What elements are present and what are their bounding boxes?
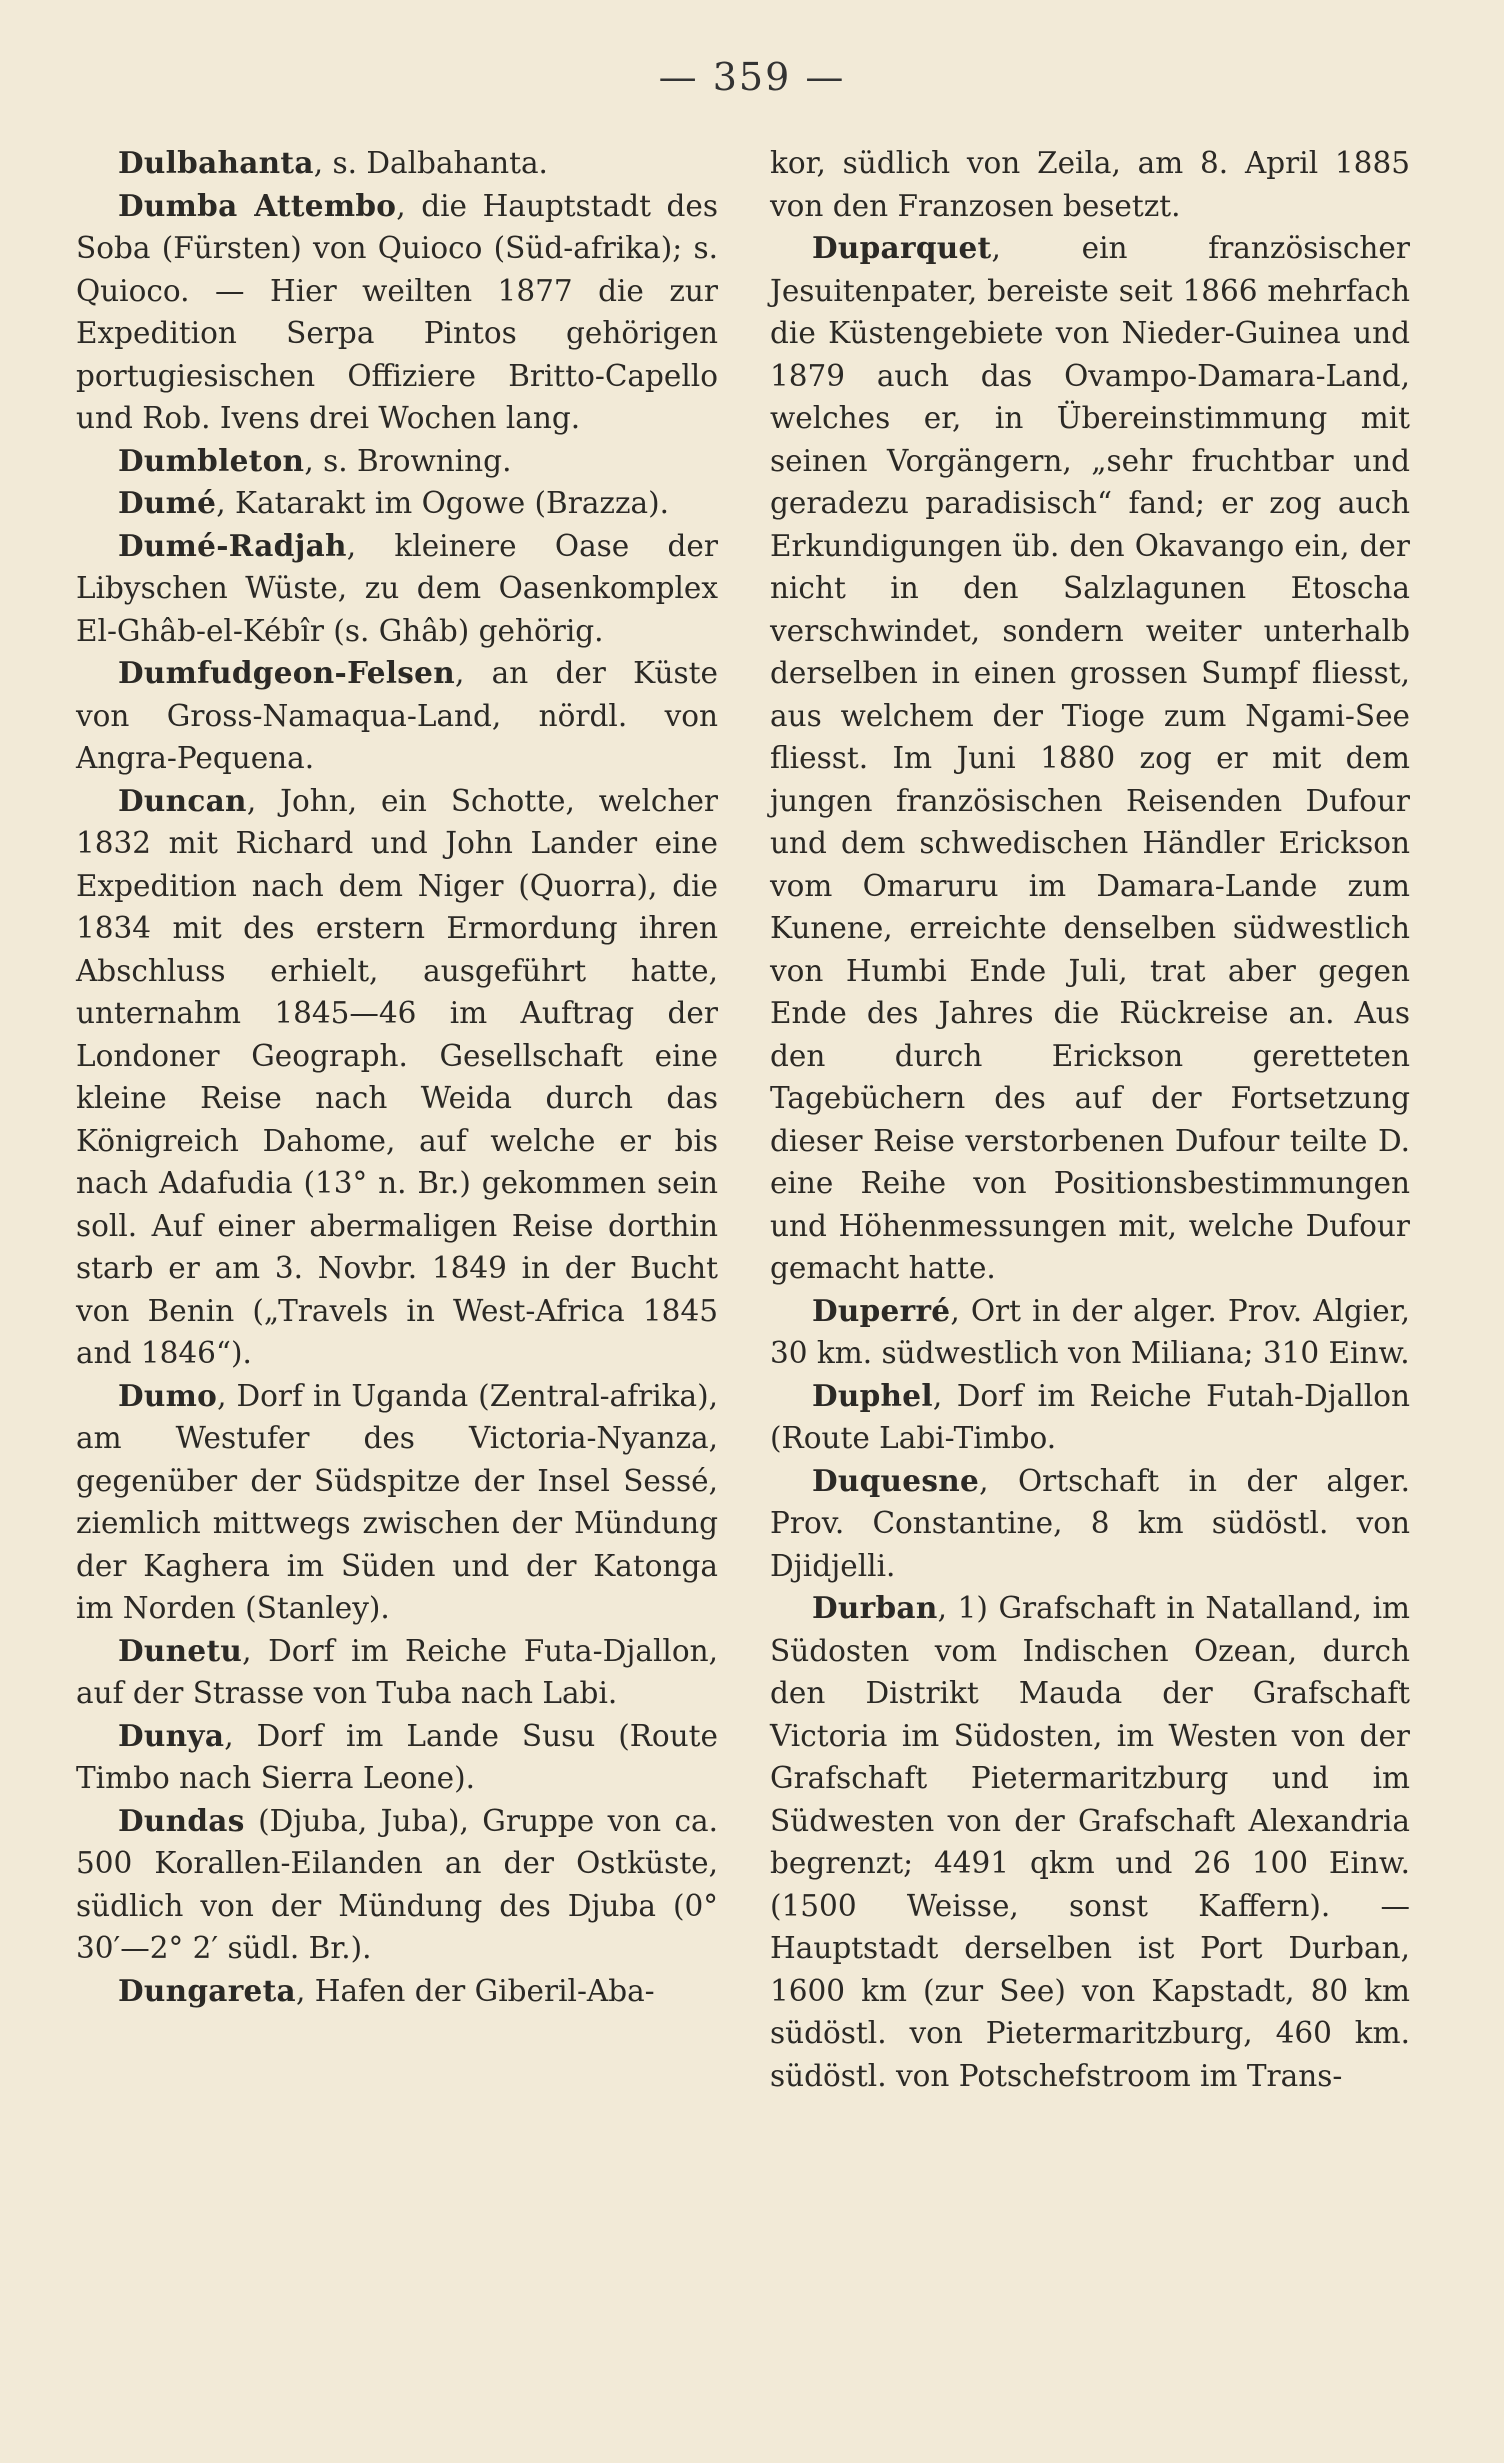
headword: Dumba Attembo bbox=[118, 187, 397, 223]
entry-continuation bbox=[770, 142, 1410, 227]
entry-text: kor, südlich von Zeila, am 8. April 1885 von den Franzosen besetzt. bbox=[770, 146, 1410, 223]
entry-text: , an der Küste von Gross-Namaqua-Land, nördl. von Angra-Pequena. bbox=[76, 656, 718, 775]
entry-text: , 1) Grafschaft in Natalland, im Südosten vom Indischen Ozean, durch den Distrikt Mauda der Grafschaft Victoria im Südosten, im Westen von der Grafschaft Pietermaritzburg und im Südwesten von der Grafschaft Alexandria begrenzt; 4491 qkm und 26 100 Einw. (1500 Weisse, sonst Kaffern). — Hauptstadt derselben ist Port Durban, 1600 km (zur See) von Kapstadt, 80 km südöstl. von Pietermaritzburg, 460 km. südöstl. von Potschefstroom im Trans- bbox=[770, 1591, 1410, 2093]
headword: Durban bbox=[812, 1590, 938, 1625]
entry-text: , Hafen der Giberil-Aba- bbox=[295, 1973, 655, 2008]
headword: Duphel bbox=[812, 1377, 933, 1413]
headword: Dundas bbox=[118, 1802, 245, 1838]
headword: Dumo bbox=[118, 1377, 218, 1413]
entry-text: , Dorf im Lande Susu (Route Timbo nach Sierra Leone). bbox=[76, 1718, 718, 1795]
entry-text: , s. Dalbahanta. bbox=[313, 146, 548, 180]
entry-text: , s. Browning. bbox=[304, 443, 512, 478]
entry-dumba-attembo bbox=[76, 185, 718, 440]
headword: Dunetu bbox=[118, 1632, 243, 1668]
entry-text: , kleinere Oase der Libyschen Wüste, zu dem Oasenkomplex El-Ghâb-el-Kébîr (s. Ghâb) gehörig. bbox=[76, 528, 718, 648]
entry-text: , John, ein Schotte, welcher 1832 mit Richard und John Lander eine Expedition nach dem Niger (Quorra), die 1834 mit des erstern Ermordung ihren Abschluss erhielt, ausgeführt hatte, unternahm 1845—46 im Auftrag der Londoner Geograph. Gesellschaft eine kleine Reise nach Weida durch das Königreich Dahome, auf welche er bis nach Adafudia (13° n. Br.) gekommen sein soll. Auf einer abermaligen Reise dorthin starb er am 3. Novbr. 1849 in der Bucht von Benin („Travels in West-Africa 1845 and 1846“). bbox=[76, 783, 718, 1370]
headword: Duncan bbox=[118, 782, 247, 818]
left-column bbox=[76, 142, 718, 2012]
entry-text: , Dorf im Reiche Futah-Djallon (Route Labi-Timbo. bbox=[770, 1378, 1410, 1455]
headword: Dumé bbox=[118, 485, 217, 520]
entry-text: , Ortschaft in der alger. Prov. Constantine, 8 km südöstl. von Djidjelli. bbox=[770, 1463, 1410, 1583]
entry-duncan bbox=[76, 780, 718, 1375]
entry-text: (Djuba, Juba), Gruppe von ca. 500 Korallen-Eilanden an der Ostküste, südlich von der Mündung des Djuba (0° 30′—2° 2′ südl. Br.). bbox=[76, 1803, 718, 1965]
entry-duparquet bbox=[770, 227, 1410, 1290]
entry-text: , Dorf in Uganda (Zentral-afrika), am Westufer des Victoria-Nyanza, gegenüber der Südspitze der Insel Sessé, ziemlich mittwegs zwischen der Mündung der Kaghera im Süden und der Katonga im Norden (Stanley). bbox=[76, 1378, 718, 1625]
entry-dulbahanta bbox=[76, 142, 718, 185]
headword: Dumfudgeon-Felsen bbox=[118, 655, 456, 690]
entry-text: , Dorf im Reiche Futa-Djallon, auf der Strasse von Tuba nach Labi. bbox=[76, 1633, 718, 1710]
entry-text: , ein französischer Jesuitenpater, bereiste seit 1866 mehrfach die Küstengebiete von Nieder-Guinea und 1879 auch das Ovampo-Damara-Land, welches er, in Übereinstimmung mit seinen Vorgängern, „sehr fruchtbar und geradezu paradisisch“ fand; er zog auch Erkundigungen üb. den Okavango ein, der nicht in den Salzlagunen Etoscha verschwindet, sondern weiter unterhalb derselben in einen grossen Sumpf fliesst, aus welchem der Tioge zum Ngami-See fliesst. Im Juni 1880 zog er mit dem jungen französischen Reisenden Dufour und dem schwedischen Händler Erickson vom Omaruru im Damara-Lande zum Kunene, erreichte denselben südwestlich von Humbi Ende Juli, trat aber gegen Ende des Jahres die Rückreise an. Aus den durch Erickson geretteten Tagebüchern des auf der Fortsetzung dieser Reise verstorbenen Dufour teilte D. eine Reihe von Positionsbestimmungen und Höhenmessungen mit, welche Dufour gemacht hatte. bbox=[770, 231, 1410, 1285]
entry-dumfudgeon-felsen bbox=[76, 652, 718, 780]
headword: Dulbahanta bbox=[118, 145, 314, 180]
entry-dungareta bbox=[76, 1970, 718, 2013]
entry-dunya bbox=[76, 1715, 718, 1800]
entry-dume bbox=[76, 482, 718, 525]
entry-duquesne bbox=[770, 1460, 1410, 1588]
entry-dume-radjah bbox=[76, 525, 718, 653]
entry-dunetu bbox=[76, 1630, 718, 1715]
headword: Dumbleton bbox=[118, 442, 305, 478]
entry-dumo bbox=[76, 1375, 718, 1630]
entry-text: , Katarakt im Ogowe (Brazza). bbox=[216, 486, 669, 520]
headword: Duperré bbox=[812, 1292, 951, 1328]
entry-duperre bbox=[770, 1290, 1410, 1375]
page-number: — 359 — bbox=[658, 55, 846, 99]
right-column bbox=[770, 142, 1410, 2097]
headword: Duquesne bbox=[812, 1462, 980, 1498]
headword: Dungareta bbox=[118, 1972, 296, 2008]
entry-text: , die Hauptstadt des Soba (Fürsten) von Quioco (Süd-afrika); s. Quioco. — Hier weilten 1877 die zur Expedition Serpa Pintos gehörigen portugiesischen Offiziere Britto-Capello und Rob. Ivens drei Wochen lang. bbox=[76, 188, 718, 435]
entry-dumbleton bbox=[76, 440, 718, 483]
headword: Duparquet bbox=[812, 230, 992, 265]
headword: Dumé-Radjah bbox=[118, 527, 347, 563]
entry-durban bbox=[770, 1587, 1410, 2097]
headword: Dunya bbox=[118, 1717, 225, 1753]
entry-dundas bbox=[76, 1800, 718, 1970]
entry-text: , Ort in der alger. Prov. Algier, 30 km. südwestlich von Miliana; 310 Einw. bbox=[770, 1293, 1410, 1370]
entry-duphel bbox=[770, 1375, 1410, 1460]
